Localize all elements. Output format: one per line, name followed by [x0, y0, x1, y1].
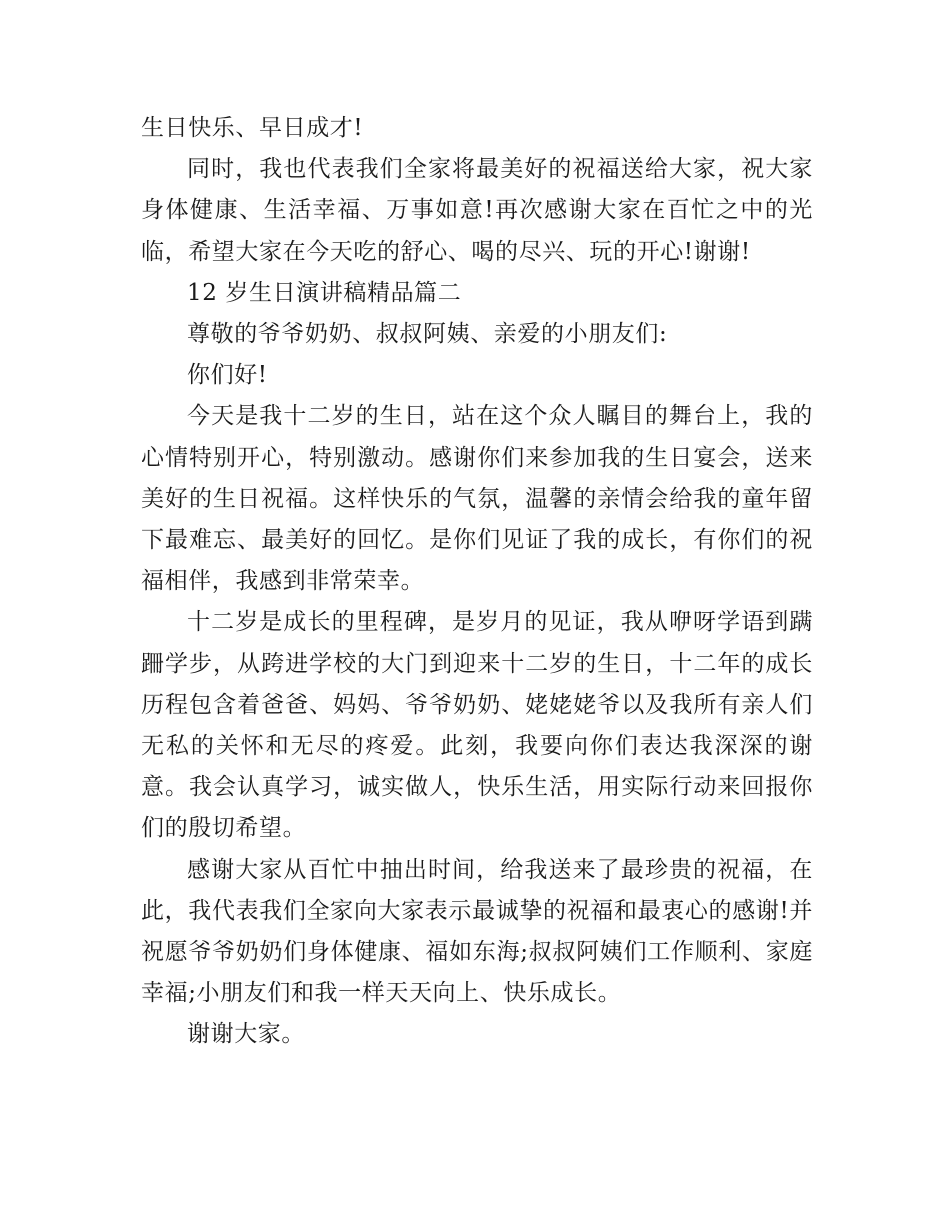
- document-body: [141, 108, 813, 1056]
- salutation: 尊敬的爷爷奶奶、叔叔阿姨、亲爱的小朋友们:: [187, 321, 668, 348]
- closing-line: 谢谢大家。: [187, 1021, 305, 1048]
- paragraph: 今天是我十二岁的生日，站在这个众人瞩目的舞台上，我的心情特别开心，特别激动。感谢你们来参加我的生日宴会，送来美好的生日祝福。这样快乐的气氛，温馨的亲情会给我的童年留下最难忘、最美好的回忆。是你们见证了我的成长，有你们的祝福相伴，我感到非常荣幸。: [141, 403, 813, 595]
- paragraph: 生日快乐、早日成才!: [141, 115, 364, 141]
- section-heading: 12 岁生日演讲稿精品篇二: [187, 279, 462, 306]
- paragraph: 同时，我也代表我们全家将最美好的祝福送给大家，祝大家身体健康、生活幸福、万事如意!再次感谢大家在百忙之中的光临，希望大家在今天吃的舒心、喝的尽兴、玩的开心!谢谢!: [141, 156, 813, 265]
- greeting: 你们好!: [187, 362, 268, 389]
- paragraph: 感谢大家从百忙中抽出时间，给我送来了最珍贵的祝福，在此，我代表我们全家向大家表示最诚挚的祝福和最衷心的感谢!并祝愿爷爷奶奶们身体健康、福如东海;叔叔阿姨们工作顺利、家庭幸福;小朋友们和我一样天天向上、快乐成长。: [141, 856, 813, 1007]
- paragraph: 十二岁是成长的里程碑，是岁月的见证，我从咿呀学语到蹒跚学步，从跨进学校的大门到迎来十二岁的生日，十二年的成长历程包含着爸爸、妈妈、爷爷奶奶、姥姥姥爷以及我所有亲人们无私的关怀和无尽的疼爱。此刻，我要向你们表达我深深的谢意。我会认真学习，诚实做人，快乐生活，用实际行动来回报你们的殷切希望。: [141, 609, 813, 842]
